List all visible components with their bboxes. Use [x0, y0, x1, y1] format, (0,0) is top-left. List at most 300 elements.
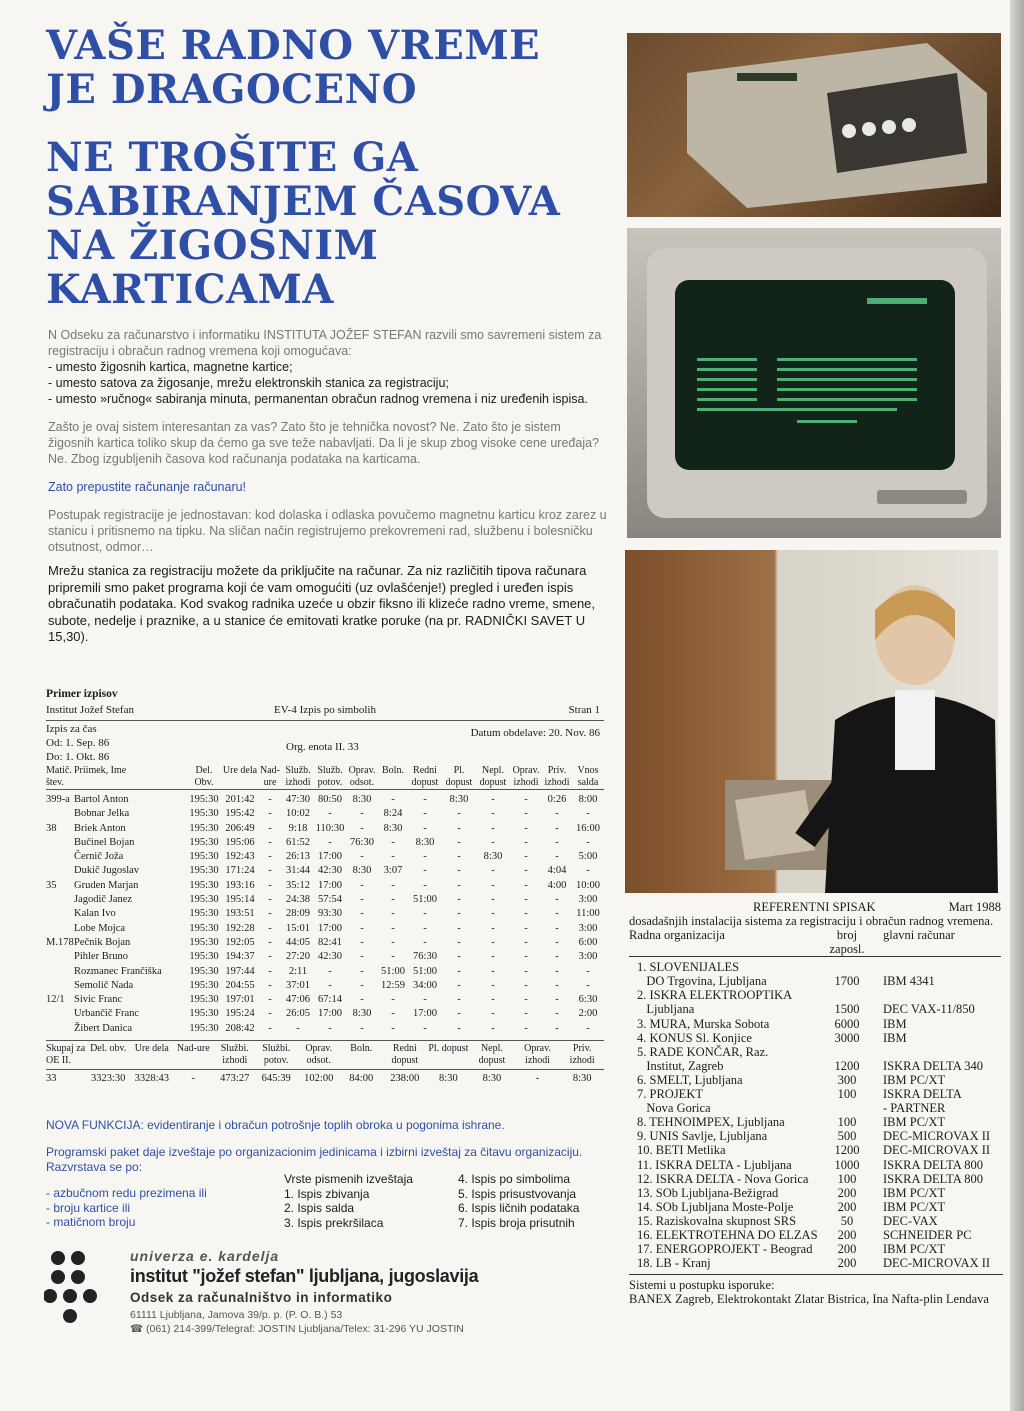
reference-table [629, 928, 1001, 1270]
table-cell: - [360, 951, 364, 963]
report-table-body [46, 793, 604, 1036]
table-cell: Nova Gorica [637, 1101, 711, 1116]
table-cell: Pihler Bruno [74, 951, 128, 963]
table-cell: - [524, 808, 528, 820]
table-cell: 34:00 [413, 979, 437, 991]
column-header: Pl. dopust [428, 1043, 469, 1055]
table-cell: - [524, 936, 528, 948]
column-header: Radna organizacija [629, 928, 725, 942]
table-cell: - [268, 794, 272, 805]
table-cell: - [491, 822, 495, 834]
table-cell: - [360, 979, 364, 991]
report-processed-date: Datum obdelave: 20. Nov. 86 [470, 727, 600, 739]
table-cell: - [328, 979, 332, 991]
table-cell: 17. ENERGOPROJEKT - Beograd [637, 1242, 813, 1257]
table-cell: 15:01 [286, 922, 310, 934]
table-cell: 195:30 [189, 965, 219, 977]
table-cell: Semolič Nada [74, 979, 134, 991]
column-header: Nepl. dopust [478, 1043, 506, 1067]
table-cell: 6. SMELT, Ljubljana [637, 1072, 743, 1087]
table-cell: 195:30 [189, 922, 219, 934]
reference-footer-title: Sistemi u postupku isporuke: [629, 1278, 775, 1293]
table-cell: - [586, 979, 590, 991]
headline-line: VAŠE RADNO VREME [46, 22, 541, 69]
table-cell: - [555, 965, 559, 977]
table-cell: - [524, 965, 528, 977]
report-table [46, 765, 604, 1036]
table-cell: - [524, 851, 528, 863]
table-cell: - [491, 965, 495, 977]
table-cell: 399-a [46, 794, 70, 805]
table-cell: - [555, 851, 559, 863]
institute-address: 61111 Ljubljana, Jamova 39/p. p. (P. O. B.) 53 [130, 1309, 343, 1321]
table-cell: 10. BETI Metlika [637, 1143, 726, 1158]
table-cell: - [423, 908, 427, 920]
table-cell: - [360, 1022, 364, 1034]
table-cell: Rozmanec Frančiška [74, 965, 162, 977]
headline-line: JE DRAGOCENO [46, 66, 418, 113]
types-left [284, 1172, 413, 1230]
reference-subtitle: dosadašnjih instalacija sistema za registraciju i obračun radnog vremena. [629, 914, 994, 928]
table-row [46, 850, 604, 864]
table-cell: 2. ISKRA ELEKTROOPTIKA [637, 988, 793, 1003]
list-item [629, 1045, 1001, 1059]
photo-woman-using-terminal [625, 550, 998, 893]
table-cell: Jagodič Janez [74, 894, 133, 906]
table-cell [46, 922, 74, 936]
table-cell: 8:00 [578, 794, 598, 805]
table-cell: 2:00 [578, 1008, 598, 1020]
headline-line: NE TROŠITE GA [46, 134, 419, 181]
table-cell: - [524, 794, 528, 805]
table-cell [46, 965, 74, 979]
table-cell: 8:30 [352, 865, 372, 877]
report-table-header [46, 765, 604, 793]
table-cell: 1500 [834, 1002, 860, 1017]
table-cell: 645:39 [261, 1073, 291, 1085]
list-item: 6. Ispis ličnih podataka [458, 1201, 580, 1215]
table-cell: 35:12 [286, 879, 310, 891]
column-header: Nepl. dopust [479, 765, 507, 788]
table-cell: - [423, 879, 427, 891]
column-header: Boln. [350, 1043, 373, 1055]
institute-info [130, 1248, 610, 1335]
table-cell: - [491, 836, 495, 848]
table-cell: - [524, 865, 528, 877]
table-cell: 17:00 [318, 922, 342, 934]
table-cell: 57:54 [318, 894, 342, 906]
table-cell [819, 988, 875, 1002]
types-right [458, 1172, 579, 1230]
headline-line: SABIRANJEM ČASOVA [46, 178, 561, 225]
table-cell: - [491, 794, 495, 805]
report-summary-values [46, 1072, 604, 1086]
report-example [46, 688, 604, 1086]
table-cell: 4:00 [547, 879, 567, 891]
table-cell: - [268, 1022, 272, 1034]
table-cell: 8:30 [439, 1073, 458, 1085]
table-cell: 24:38 [286, 894, 310, 906]
table-cell: Lobe Mojca [74, 922, 126, 934]
table-cell: 42:30 [318, 865, 342, 877]
list-item [629, 1031, 1001, 1045]
list-item [629, 1002, 1001, 1016]
list-item: - broju kartice ili [46, 1200, 131, 1215]
table-cell [819, 1045, 875, 1059]
column-header: Službi. potov. [262, 1043, 291, 1067]
table-cell: - [268, 879, 272, 891]
table-cell: - [360, 908, 364, 920]
table-cell [46, 1007, 74, 1021]
table-cell: - [457, 951, 461, 963]
institute-phone: ☎ (061) 214-399/Telegraf: JOSTIN Ljubljana/Telex: 31-296 YU JOSTIN [130, 1323, 464, 1335]
report-period-label: Izpis za čas [46, 723, 97, 735]
table-cell: 27:20 [286, 951, 310, 963]
table-cell: 100 [837, 1171, 857, 1186]
table-cell: - [360, 894, 364, 906]
table-cell: - [360, 994, 364, 1006]
list-item: 1. Ispis zbivanja [284, 1186, 370, 1201]
table-cell: - [360, 936, 364, 948]
table-cell: - [296, 1022, 300, 1034]
table-cell: 3:00 [578, 951, 598, 963]
list-item [629, 1059, 1001, 1073]
table-cell: 192:28 [225, 922, 255, 934]
table-cell: IBM PC/XT [883, 1115, 946, 1130]
institute-logo-icon [44, 1248, 104, 1328]
column-header: Oprav. odsot. [305, 1043, 333, 1067]
table-cell: - [491, 894, 495, 906]
headline-line: NA ŽIGOSNIM [46, 222, 379, 269]
table-row [46, 936, 604, 950]
table-cell: 1700 [834, 974, 860, 989]
table-cell: 11:00 [576, 908, 600, 920]
table-header-row [46, 765, 604, 790]
table-cell: 195:30 [189, 879, 219, 891]
list-item [629, 1073, 1001, 1087]
table-row [46, 807, 604, 821]
reference-date: Mart 1988 [948, 900, 1001, 914]
table-cell: - [360, 965, 364, 977]
table-cell: 500 [837, 1129, 857, 1144]
table-cell: 195:30 [189, 908, 219, 920]
summary-header-row [46, 1043, 604, 1067]
feature-list [48, 359, 608, 407]
list-item [629, 1186, 1001, 1200]
table-cell [46, 893, 74, 907]
table-cell: 28:09 [286, 908, 310, 920]
list-item: - umesto žigosnih kartica, magnetne kartice; [48, 360, 293, 374]
table-cell: 8:30 [449, 794, 469, 805]
table-cell: 6000 [834, 1016, 860, 1031]
table-cell: - [457, 894, 461, 906]
table-cell: 195:06 [225, 836, 255, 848]
summary-row [46, 1072, 604, 1086]
table-cell: - [457, 994, 461, 1006]
table-cell: 195:30 [189, 994, 219, 1006]
table-cell: - [524, 1008, 528, 1020]
table-cell: 195:30 [189, 1008, 219, 1020]
new-function-note: NOVA FUNKCIJA: evidentiranje i obračun potrošnje toplih obroka u pogonima ishrane. [46, 1118, 505, 1132]
table-cell: - [391, 879, 395, 891]
table-cell: - [524, 879, 528, 891]
table-cell: 8:30 [482, 1073, 502, 1085]
table-cell: 50 [840, 1213, 854, 1228]
table-cell: - [360, 808, 364, 820]
report-summary-table [46, 1043, 604, 1067]
table-cell: - [555, 994, 559, 1006]
table-cell: - [268, 836, 272, 848]
table-cell [875, 957, 1001, 975]
table-cell: - [328, 965, 332, 977]
table-cell: 110:30 [315, 822, 345, 834]
intro-paragraph: N Odseku za računarstvo i informatiku INSTITUTA JOŽEF STEFAN razvili smo savremeni sistem za registraciju i obračun radnog vremena koji omogućava: [48, 328, 602, 358]
table-cell: 44:05 [286, 936, 310, 948]
table-cell: 76:30 [350, 836, 374, 848]
column-header: Ure dela [222, 765, 258, 776]
report-to: Do: 1. Okt. 86 [46, 751, 110, 763]
table-cell [46, 807, 74, 821]
table-cell: Bobnar Jelka [74, 808, 130, 820]
headline [46, 24, 616, 312]
table-cell: 47:30 [286, 794, 310, 805]
table-cell: 100 [837, 1115, 857, 1130]
list-item [629, 1200, 1001, 1214]
table-cell: - [391, 936, 395, 948]
table-cell: - [423, 1022, 427, 1034]
table-cell: - [457, 908, 461, 920]
table-cell [46, 907, 74, 921]
table-cell: Ljubljana [637, 1002, 695, 1017]
table-cell: - [524, 822, 528, 834]
table-cell: - [268, 965, 272, 977]
table-cell: - [391, 836, 395, 848]
table-cell: - [555, 808, 559, 820]
table-cell: - [555, 1022, 559, 1034]
table-row [46, 893, 604, 907]
table-cell: 47:06 [286, 994, 310, 1006]
table-cell: 1200 [834, 1058, 860, 1073]
photo-terminal-device [627, 33, 1001, 217]
column-header: Priv. izhodi [569, 1043, 595, 1067]
table-cell: 8:30 [572, 1073, 592, 1085]
table-cell: - [457, 936, 461, 948]
table-cell: Institut, Zagreb [637, 1058, 724, 1073]
table-cell: 9:18 [288, 822, 308, 834]
list-item [629, 988, 1001, 1002]
table-cell: - [268, 865, 272, 877]
table-cell: 238:00 [390, 1073, 420, 1085]
column-header: Pl. dopust [445, 765, 473, 788]
table-cell: 8. TEHNOIMPEX, Ljubljana [637, 1115, 785, 1130]
table-cell: 195:42 [225, 808, 255, 820]
table-cell: 194:37 [225, 951, 255, 963]
table-cell: 5:00 [578, 851, 598, 863]
table-row [46, 907, 604, 921]
table-cell: - [391, 794, 395, 805]
table-cell: Gruden Marjan [74, 879, 139, 891]
table-cell: - [268, 851, 272, 863]
table-cell: - [268, 908, 272, 920]
table-cell: 193:51 [225, 908, 255, 920]
table-cell: Bartol Anton [74, 794, 129, 805]
list-item: - umesto satova za žigosanje, mrežu elektronskih stanica za registraciju; [48, 376, 449, 390]
table-cell: 195:30 [189, 979, 219, 991]
table-cell: - [360, 822, 364, 834]
list-item [629, 1228, 1001, 1242]
table-cell: 102:00 [304, 1073, 334, 1085]
table-cell: - PARTNER [883, 1101, 946, 1116]
column-header: Redni dopust [391, 1043, 419, 1067]
table-cell: IBM PC/XT [883, 1185, 946, 1200]
table-cell: - [555, 908, 559, 920]
table-cell: Urbančič Franc [74, 1008, 140, 1020]
table-cell: 195:30 [189, 851, 219, 863]
table-cell: - [457, 865, 461, 877]
table-cell: 195:30 [189, 894, 219, 906]
table-cell: 2:11 [288, 965, 308, 977]
table-cell: - [555, 894, 559, 906]
column-header: Oprav. izhodi [512, 765, 540, 788]
table-cell: - [423, 851, 427, 863]
table-cell [875, 988, 1001, 1002]
table-cell: - [360, 922, 364, 934]
table-cell: - [555, 936, 559, 948]
table-cell: 1. SLOVENIJALES [637, 960, 740, 975]
table-cell: 38 [46, 822, 57, 834]
table-cell: Sivic Franc [74, 994, 123, 1006]
reference-footer-text: BANEX Zagreb, Elektrokontakt Zlatar Bistrica, Ina Nafta-plin Lendava [629, 1292, 989, 1307]
table-cell: 3:00 [578, 894, 598, 906]
table-cell: - [360, 879, 364, 891]
table-cell: 195:30 [189, 936, 219, 948]
list-item [629, 957, 1001, 975]
column-header: Nad-ure [176, 1043, 210, 1055]
table-cell: 16:00 [576, 822, 600, 834]
table-cell: - [586, 965, 590, 977]
table-cell: 12. ISKRA DELTA - Nova Gorica [637, 1171, 809, 1186]
table-cell: Dukič Jugoslav [74, 865, 140, 877]
table-cell: 9. UNIS Savlje, Ljubljana [637, 1129, 768, 1144]
report-from: Od: 1. Sep. 86 [46, 737, 110, 749]
table-cell: - [491, 1008, 495, 1020]
list-item [629, 1115, 1001, 1129]
table-cell: - [586, 808, 590, 820]
table-cell: - [555, 836, 559, 848]
table-cell: 8:30 [383, 822, 403, 834]
table-cell: 4:04 [547, 865, 567, 877]
table-row [46, 836, 604, 850]
report-title: Primer izpisov [46, 688, 118, 700]
table-row [46, 922, 604, 936]
table-cell: 3328:43 [134, 1073, 169, 1085]
table-cell: 3000 [834, 1030, 860, 1045]
table-cell: 200 [837, 1227, 857, 1242]
column-header: Službi. izhodi [220, 1043, 249, 1067]
table-cell: 17:00 [413, 1008, 437, 1020]
table-cell: - [555, 1008, 559, 1020]
department-name: Odsek za računalništvo in informatiko [130, 1290, 393, 1305]
table-cell: - [423, 865, 427, 877]
table-cell: DO Trgovina, Ljubljana [637, 974, 767, 989]
table-cell: - [191, 1073, 195, 1085]
intro-paragraph: Zato prepustite računanje računaru! [48, 480, 247, 494]
table-cell: DEC-MICROVAX II [883, 1129, 991, 1144]
table-cell: IBM PC/XT [883, 1242, 946, 1257]
table-cell: - [457, 965, 461, 977]
table-cell: 10:02 [286, 808, 310, 820]
table-cell: 18. LB - Kranj [637, 1256, 711, 1271]
table-cell: - [524, 894, 528, 906]
table-cell: - [268, 1008, 272, 1020]
table-cell: - [457, 922, 461, 934]
report-page: Stran 1 [568, 704, 600, 716]
table-cell: 195:30 [189, 822, 219, 834]
list-item: 7. Ispis broja prisutnih [458, 1215, 575, 1230]
university-name: univerza e. kardelja [130, 1248, 280, 1264]
table-row [46, 1022, 604, 1036]
table-cell: - [457, 1008, 461, 1020]
table-cell: 82:41 [318, 936, 342, 948]
table-cell: 193:16 [225, 879, 255, 891]
table-cell: - [491, 808, 495, 820]
table-cell: 42:30 [318, 951, 342, 963]
table-cell: - [391, 908, 395, 920]
table-cell: 14. SOb Ljubljana Moste-Polje [637, 1199, 794, 1214]
institute-name: institut "jožef stefan" ljubljana, jugoslavija [130, 1266, 479, 1286]
table-cell: Bučinel Bojan [74, 836, 135, 848]
table-cell: 200 [837, 1256, 857, 1271]
intro-paragraph: Mrežu stanica za registraciju možete da priključite na računar. Za niz različitih tipova računara pripremili smo paket programa koji će vam omogućiti (uz ovlašćenje!) pregled i uređen ispis obračunatih podataka. Kod svakog radnika uzeće u obzir fiksno ili klizeće radno vreme, smene, subote, nedelje i praznike, a u stanice će emitovati kratke poruke (na pr. RADNIČKI SAVET U 15,30). [48, 563, 596, 644]
list-item [629, 1172, 1001, 1186]
report-program: EV-4 Izpis po simbolih [274, 704, 376, 716]
table-cell: 10:00 [576, 879, 600, 891]
table-cell: ISKRA DELTA 340 [883, 1058, 983, 1073]
table-cell: 200 [837, 1185, 857, 1200]
table-cell: - [423, 808, 427, 820]
table-cell: 93:30 [318, 908, 342, 920]
table-cell: DEC-MICROVAX II [883, 1143, 991, 1158]
table-cell: 37:01 [286, 979, 310, 991]
table-row [46, 793, 604, 807]
table-cell: 13. SOb Ljubljana-Bežigrad [637, 1185, 779, 1200]
table-cell [819, 957, 875, 975]
table-cell: Briek Anton [74, 822, 126, 834]
list-item [629, 974, 1001, 988]
table-cell: 195:30 [189, 1022, 219, 1034]
table-cell: - [423, 822, 427, 834]
table-cell [46, 979, 74, 993]
table-cell: 26:05 [286, 1008, 310, 1020]
table-cell [46, 1022, 74, 1036]
table-cell: - [268, 822, 272, 834]
table-cell: 8:30 [352, 1008, 372, 1020]
table-cell: 195:30 [189, 808, 219, 820]
table-cell: - [423, 922, 427, 934]
table-cell: 67:14 [318, 994, 342, 1006]
table-cell: - [391, 951, 395, 963]
column-header: Del. Obv. [194, 765, 214, 788]
table-cell: - [360, 851, 364, 863]
table-cell: DEC-VAX [883, 1213, 938, 1228]
table-cell: - [423, 994, 427, 1006]
table-cell: 195:30 [189, 951, 219, 963]
list-item [629, 1143, 1001, 1157]
table-cell [875, 1045, 1001, 1059]
table-row [46, 822, 604, 836]
table-cell: IBM PC/XT [883, 1199, 946, 1214]
table-cell: 8:30 [483, 851, 503, 863]
